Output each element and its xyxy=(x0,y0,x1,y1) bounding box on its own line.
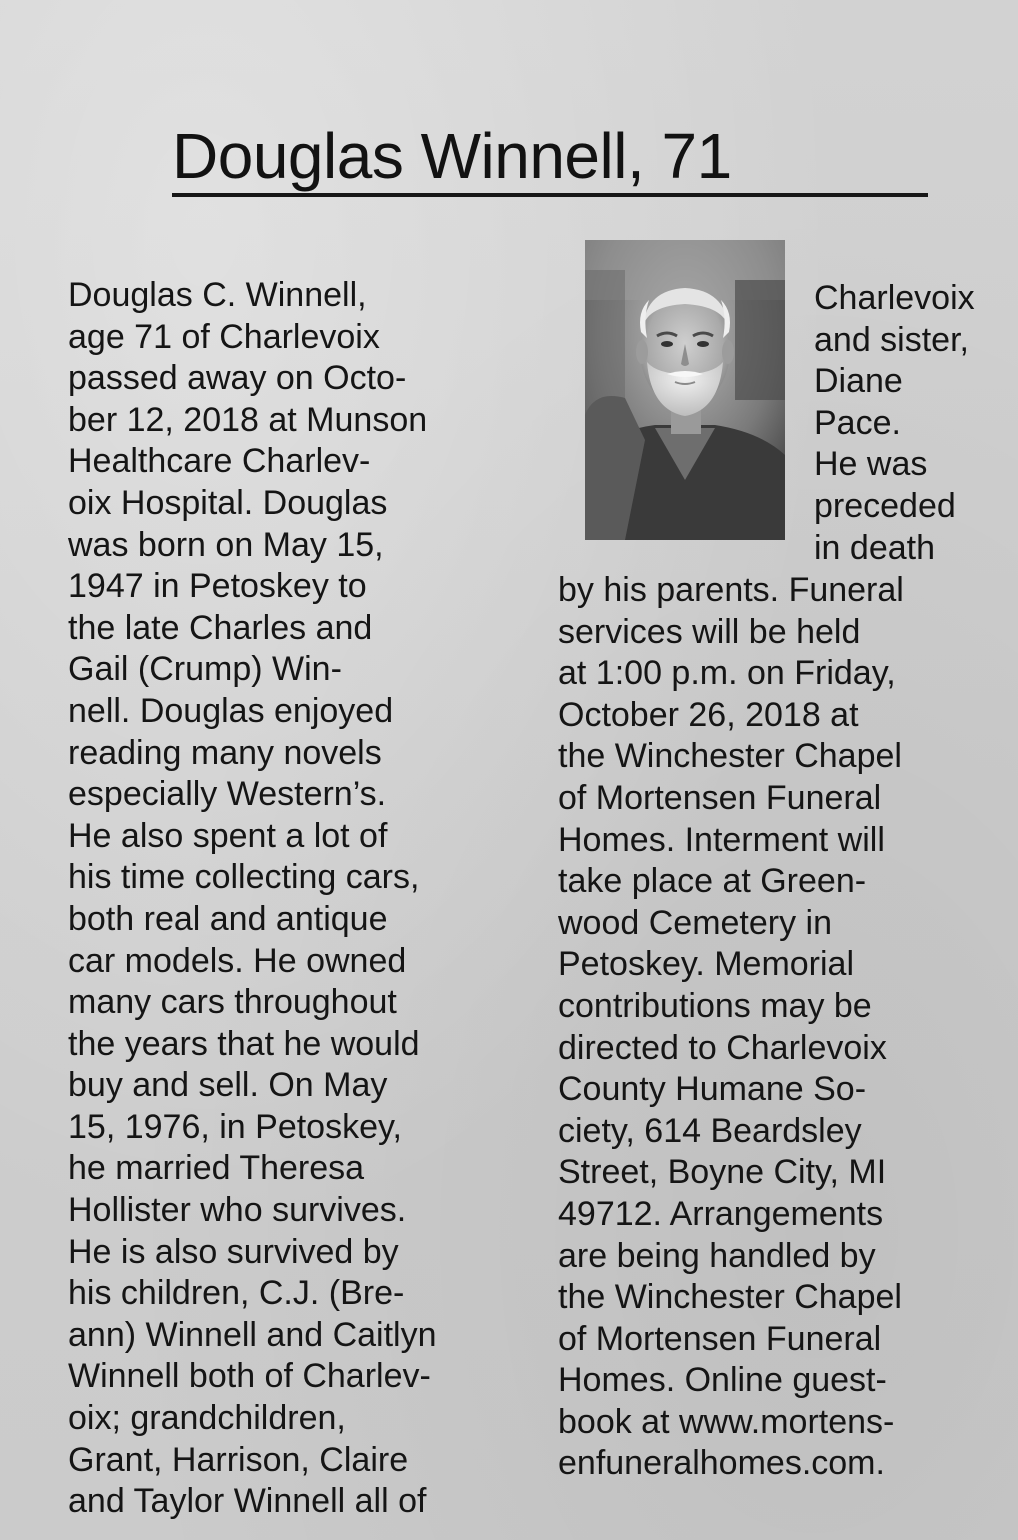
text-line: especially Western’s. xyxy=(68,775,387,814)
text-line: Gail (Crump) Win- xyxy=(68,650,342,689)
text-line: Charlevoix xyxy=(814,279,975,317)
text-line: Healthcare Charlev- xyxy=(68,442,371,481)
text-line: reading many novels xyxy=(68,733,382,772)
text-line: 49712. Arrangements xyxy=(558,1194,884,1233)
text-line: the Winchester Chapel xyxy=(558,737,902,776)
text-line: Petoskey. Memorial xyxy=(558,945,855,984)
text-line: the Winchester Chapel xyxy=(558,1278,902,1317)
text-line: October 26, 2018 at xyxy=(558,695,859,734)
text-line: Homes. Online guest- xyxy=(558,1361,887,1400)
text-line: of Mortensen Funeral xyxy=(558,778,882,817)
text-line: car models. He owned xyxy=(68,941,407,980)
text-line: preceded xyxy=(814,486,956,525)
text-line: Douglas C. Winnell, xyxy=(68,276,367,314)
text-line: by his parents. Funeral xyxy=(558,571,904,609)
text-line: ciety, 614 Beardsley xyxy=(558,1111,862,1150)
obituary-column-right-below-photo xyxy=(558,570,904,1485)
text-line: nell. Douglas enjoyed xyxy=(68,691,394,730)
text-line: He also spent a lot of xyxy=(68,816,388,855)
text-line: 1947 in Petoskey to xyxy=(68,567,367,606)
text-line: directed to Charlevoix xyxy=(558,1028,887,1067)
text-line: the years that he would xyxy=(68,1024,420,1063)
text-line: ber 12, 2018 at Munson xyxy=(68,400,428,439)
text-line: book at www.mortens- xyxy=(558,1402,895,1441)
obituary-headline: Douglas Winnell, 71 xyxy=(172,120,732,192)
text-line: Winnell both of Charlev- xyxy=(68,1357,431,1396)
text-line: He is also survived by xyxy=(68,1232,399,1271)
text-line: Homes. Interment will xyxy=(558,820,885,859)
text-line: passed away on Octo- xyxy=(68,359,407,398)
text-line: many cars throughout xyxy=(68,983,397,1022)
text-line: contributions may be xyxy=(558,986,872,1025)
text-line: the late Charles and xyxy=(68,608,373,647)
text-line: and sister, xyxy=(814,320,969,359)
text-line: He was xyxy=(814,445,928,484)
text-line: of Mortensen Funeral xyxy=(558,1319,882,1358)
text-line: wood Cemetery in xyxy=(558,903,833,942)
text-line: at 1:00 p.m. on Friday, xyxy=(558,654,896,693)
portrait-photo xyxy=(585,240,785,540)
text-line: oix; grandchildren, xyxy=(68,1399,346,1438)
text-line: in death xyxy=(814,528,935,567)
text-line: County Humane So- xyxy=(558,1070,867,1109)
text-line: Hollister who survives. xyxy=(68,1191,407,1230)
text-line: and Taylor Winnell all of xyxy=(68,1482,427,1521)
headline-underline xyxy=(172,193,928,197)
text-line: age 71 of Charlevoix xyxy=(68,317,380,356)
portrait-image xyxy=(585,240,785,540)
text-line: both real and antique xyxy=(68,899,388,938)
text-line: he married Theresa xyxy=(68,1149,365,1188)
text-line: Diane xyxy=(814,362,903,401)
text-line: are being handled by xyxy=(558,1236,876,1275)
obituary-column-right-beside-photo xyxy=(814,278,975,569)
text-line: Street, Boyne City, MI xyxy=(558,1153,887,1192)
text-line: 15, 1976, in Petoskey, xyxy=(68,1107,402,1146)
text-line: was born on May 15, xyxy=(68,525,384,564)
text-line: ann) Winnell and Caitlyn xyxy=(68,1315,437,1354)
text-line: enfuneralhomes.com. xyxy=(558,1444,885,1483)
text-line: oix Hospital. Douglas xyxy=(68,483,388,522)
text-line: Grant, Harrison, Claire xyxy=(68,1440,409,1479)
text-line: Pace. xyxy=(814,403,901,442)
text-line: take place at Green- xyxy=(558,862,867,901)
text-line: his children, C.J. (Bre- xyxy=(68,1274,405,1313)
obituary-column-left xyxy=(68,275,437,1523)
text-line: buy and sell. On May xyxy=(68,1066,388,1105)
text-line: his time collecting cars, xyxy=(68,858,420,897)
text-line: services will be held xyxy=(558,612,861,651)
